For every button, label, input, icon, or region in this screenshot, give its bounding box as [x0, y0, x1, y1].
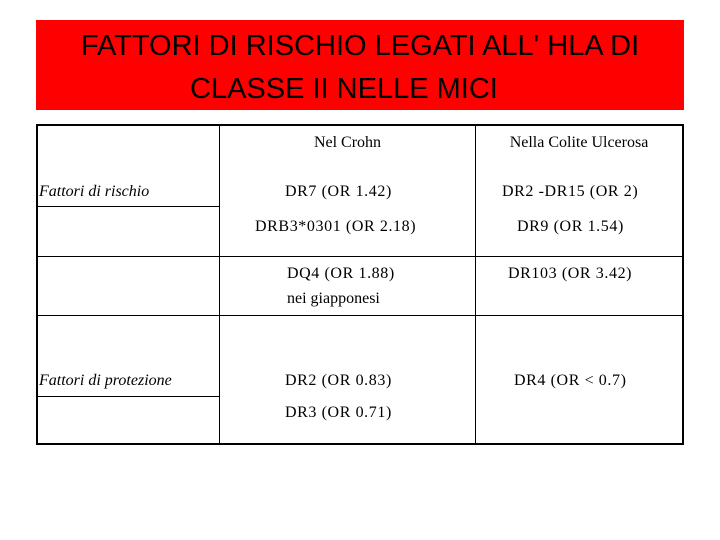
- row-divider-2: [36, 315, 684, 316]
- header-crohn: Nel Crohn: [313, 134, 382, 151]
- label-fattori-protezione: Fattori di protezione: [39, 372, 172, 389]
- cell-crohn-dr7: DR7 (OR 1.42): [285, 183, 392, 200]
- title-line-1: FATTORI DI RISCHIO LEGATI ALL' HLA DI: [80, 30, 640, 62]
- cell-uc-dr4: DR4 (OR < 0.7): [514, 372, 627, 389]
- title-line-2: CLASSE II NELLE MICI: [190, 73, 498, 105]
- column-divider-2: [475, 124, 476, 445]
- table-border-top: [36, 124, 684, 126]
- label-fattori-rischio: Fattori di rischio: [39, 183, 150, 200]
- label-divider-1: [36, 206, 220, 207]
- table-border-right: [682, 124, 684, 445]
- cell-crohn-dq4: DQ4 (OR 1.88): [287, 265, 395, 282]
- cell-uc-dr103: DR103 (OR 3.42): [508, 265, 633, 282]
- row-divider-1: [36, 256, 684, 257]
- cell-crohn-dq4-note: nei giapponesi: [287, 290, 380, 307]
- table-border-bottom: [36, 443, 684, 445]
- header-colite-ulcerosa: Nella Colite Ulcerosa: [509, 134, 649, 151]
- title-banner: [36, 20, 684, 110]
- label-divider-2: [36, 396, 220, 397]
- cell-crohn-dr3: DR3 (OR 0.71): [285, 404, 392, 421]
- cell-crohn-drb3: DRB3*0301 (OR 2.18): [255, 218, 417, 235]
- cell-crohn-dr2: DR2 (OR 0.83): [285, 372, 392, 389]
- cell-uc-dr2-dr15: DR2 -DR15 (OR 2): [502, 183, 639, 200]
- cell-uc-dr9: DR9 (OR 1.54): [517, 218, 624, 235]
